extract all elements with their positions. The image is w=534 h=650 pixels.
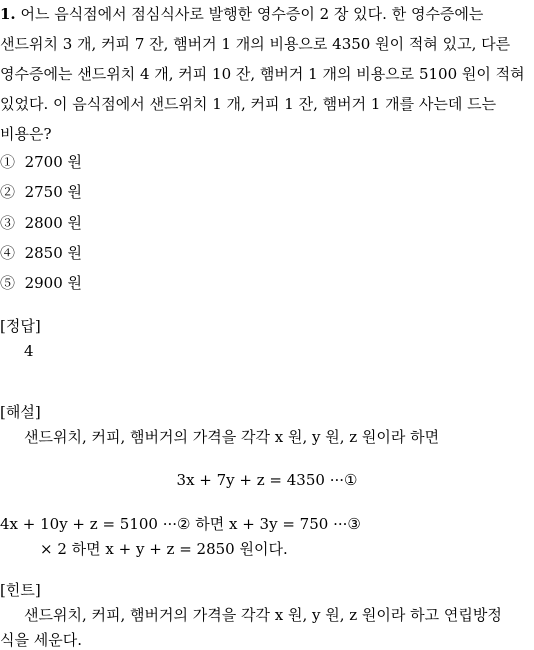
option-2-text: 2750 원 (24, 183, 82, 201)
question-line-2: 샌드위치 3 개, 커피 7 잔, 햄버거 1 개의 비용으로 4350 원이 적혀 있고, 다른 (0, 35, 511, 53)
question-text-1: 어느 음식점에서 점심식사로 발행한 영수증이 2 장 있다. 한 영수증에는 (20, 5, 484, 23)
question-line-3: 영수증에는 샌드위치 4 개, 커피 10 잔, 햄버거 1 개의 비용으로 5100 원이 적혀 (0, 65, 525, 83)
question-line-1 (0, 4, 483, 24)
answer-value: 4 (24, 342, 34, 360)
hint-line-1: 샌드위치, 커피, 햄버거의 가격을 각각 x 원, y 원, z 원이라 하고 연립방정 (24, 606, 502, 624)
option-2[interactable] (0, 182, 82, 202)
question-line-4: 있었다. 이 음식점에서 샌드위치 1 개, 커피 1 잔, 햄버거 1 개를 사는데 드는 (0, 95, 497, 113)
explanation-equation-1: 3x + 7y + z = 4350 ···① (176, 471, 358, 489)
option-3[interactable] (0, 213, 82, 233)
answer-label: [정답] (0, 317, 41, 335)
explanation-equation-2: 4x + 10y + z = 5100 ···② 하면 x + 3y = 750 ···③ (0, 515, 361, 533)
option-4-text: 2850 원 (24, 244, 82, 262)
question-line-5: 비용은? (0, 125, 52, 143)
option-1[interactable] (0, 152, 82, 172)
option-1-marker: ① (0, 153, 16, 171)
option-5[interactable] (0, 273, 82, 293)
explanation-intro: 샌드위치, 커피, 햄버거의 가격을 각각 x 원, y 원, z 원이라 하면 (24, 428, 440, 446)
option-2-marker: ② (0, 183, 16, 201)
hint-label: [힌트] (0, 581, 41, 599)
option-5-text: 2900 원 (24, 274, 82, 292)
question-number: 1. (0, 5, 16, 23)
hint-line-2: 식을 세운다. (0, 631, 82, 649)
explanation-label: [해설] (0, 403, 41, 421)
option-3-marker: ③ (0, 214, 16, 232)
explanation-conclusion: × 2 하면 x + y + z = 2850 원이다. (40, 540, 288, 558)
option-4[interactable] (0, 243, 82, 263)
option-5-marker: ⑤ (0, 274, 16, 292)
option-1-text: 2700 원 (24, 153, 82, 171)
option-4-marker: ④ (0, 244, 16, 262)
option-3-text: 2800 원 (24, 214, 82, 232)
